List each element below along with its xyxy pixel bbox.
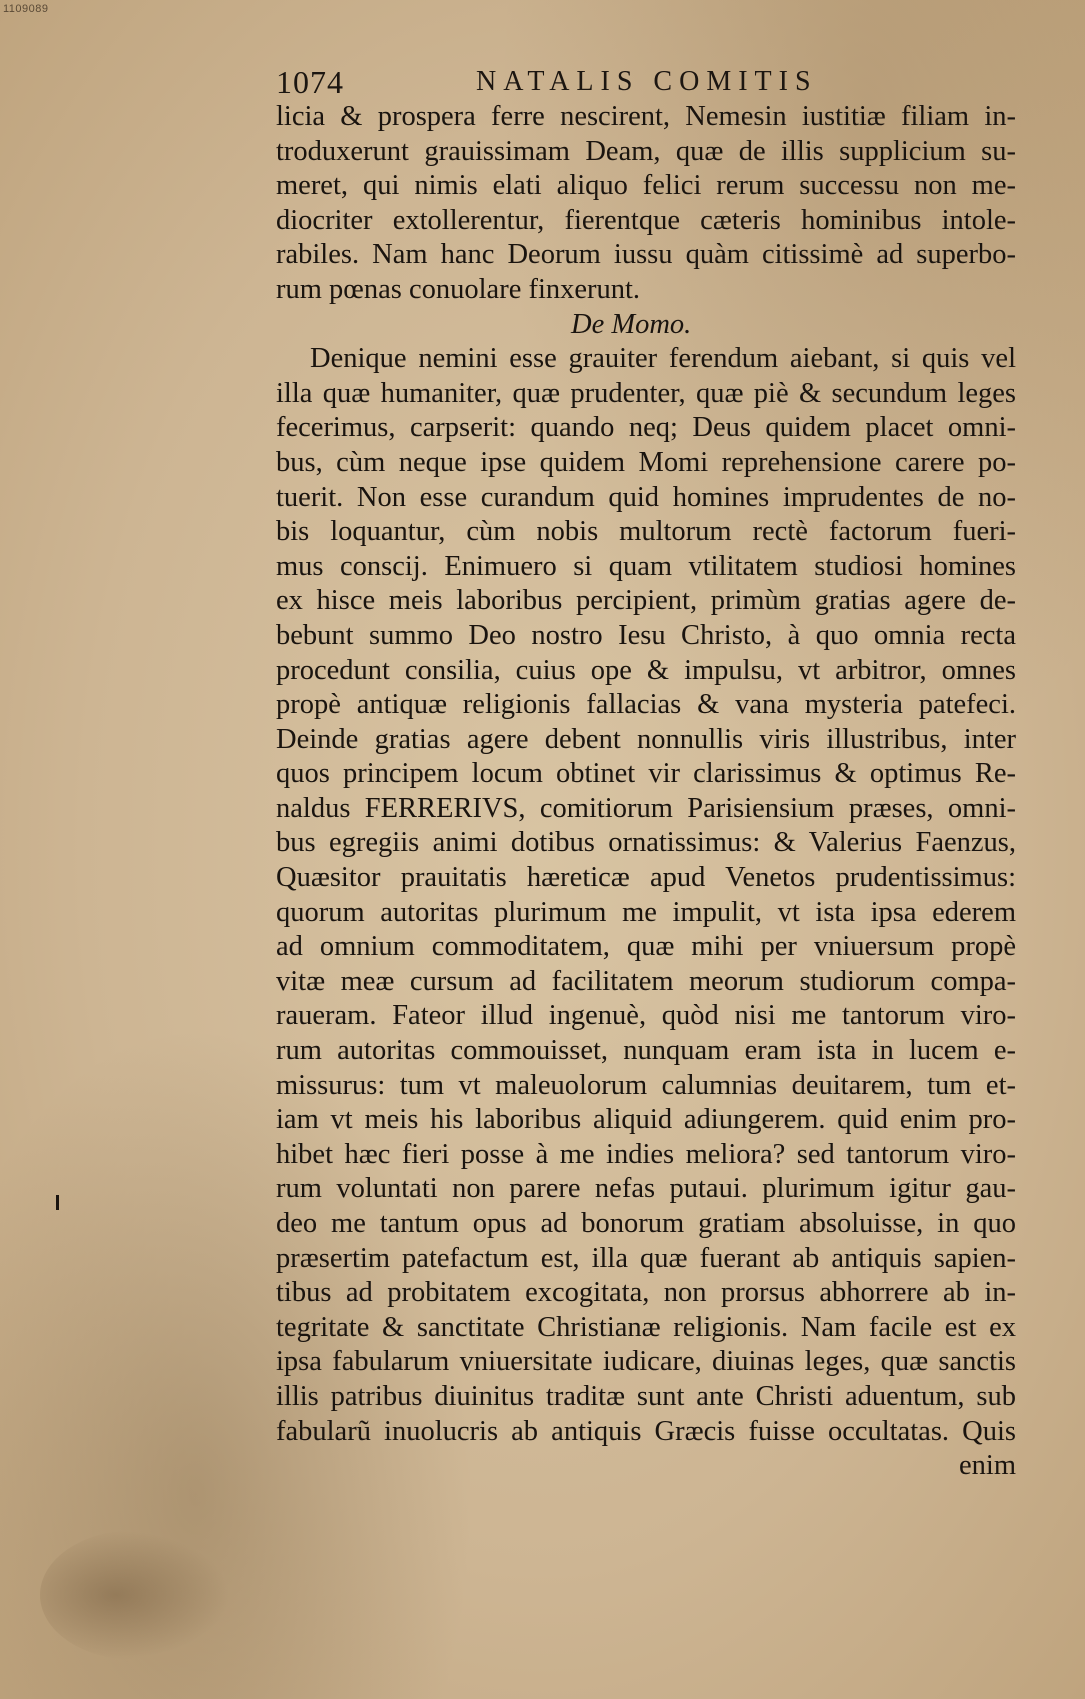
text-line: rum voluntati non parere nefas putaui. plurimum igitur gau-: [276, 1173, 1016, 1205]
text-line: ex hisce meis laboribus percipient, primùm gratias agere de-: [276, 585, 1016, 617]
text-line: bis loquantur, cùm nobis multorum rectè factorum fueri-: [276, 516, 1016, 548]
text-line: meret, qui nimis elati aliquo felici rerum successu non me-: [276, 170, 1016, 202]
text-line: fabularũ inuolucris ab antiquis Græcis fuisse occultatas. Quis: [276, 1415, 1016, 1447]
page-number: 1074: [276, 64, 344, 100]
text-line: bus egregiis animi dotibus ornatissimus: & Valerius Faenzus,: [276, 827, 1016, 859]
text-line: rabiles. Nam hanc Deorum iussu quàm citissimè ad superbo-: [276, 239, 1016, 271]
text-line: præsertim patefactum est, illa quæ fuerant ab antiquis sapien-: [276, 1242, 1016, 1274]
text-line: rum pœnas conuolare finxerunt.: [276, 273, 641, 305]
text-line: missurus: tum vt maleuolorum calumnias deuitarem, tum et-: [276, 1069, 1016, 1101]
text-line: tegritate & sanctitate Christianæ religionis. Nam facile est ex: [276, 1311, 1016, 1343]
text-line: illa quæ humaniter, quæ prudenter, quæ piè & secundum leges: [276, 377, 1016, 409]
margin-mark: [56, 1195, 59, 1210]
text-line: ipsa fabularum vniuersitate iudicare, diuinas leges, quæ sanctis: [276, 1346, 1016, 1378]
text-line: fecerimus, carpserit: quando neq; Deus quidem placet omni-: [276, 412, 1016, 444]
body-text: [276, 100, 1016, 1484]
paper-stain: [40, 1530, 230, 1660]
text-line: procedunt consilia, cuius ope & impulsu, vt arbitror, omnes: [276, 654, 1016, 686]
catchword: enim: [959, 1450, 1016, 1482]
header-title: NATALIS COMITIS: [476, 66, 818, 97]
text-line: mus conscij. Enimuero si quam vtilitatem studiosi homines: [276, 550, 1016, 582]
reference-id: 1109089: [3, 3, 49, 15]
text-line: bebunt summo Deo nostro Iesu Christo, à quo omnia recta: [276, 619, 1016, 651]
text-line: quorum autoritas plurimum me impulit, vt ista ipsa ederem: [276, 896, 1016, 928]
text-line: tibus ad probitatem excogitata, non prorsus abhorrere ab in-: [276, 1277, 1016, 1309]
text-line: Denique nemini esse grauiter ferendum aiebant, si quis vel: [310, 343, 1016, 375]
text-line: vitæ meæ cursum ad facilitatem meorum studiorum compa-: [276, 965, 1016, 997]
section-heading: De Momo.: [571, 308, 692, 340]
text-line: bus, cùm neque ipse quidem Momi reprehensione carere po-: [276, 446, 1016, 478]
text-line: troduxerunt grauissimam Deam, quæ de illis supplicium su-: [276, 135, 1016, 167]
text-line: hibet hæc fieri posse à me indies meliora? sed tantorum viro-: [276, 1138, 1016, 1170]
text-line: quos principem locum obtinet vir clarissimus & optimus Re-: [276, 758, 1016, 790]
text-line: iam vt meis his laboribus aliquid adiungerem. quid enim pro-: [276, 1104, 1016, 1136]
text-line: Deinde gratias agere debent nonnullis viris illustribus, inter: [276, 723, 1016, 755]
text-line: propè antiquæ religionis fallacias & vana mysteria patefeci.: [276, 689, 1016, 721]
text-line: tuerit. Non esse curandum quid homines imprudentes de no-: [276, 481, 1016, 513]
text-line: Quæsitor prauitatis hæreticæ apud Venetos prudentissimus:: [276, 862, 1016, 894]
text-line: raueram. Fateor illud ingenuè, quòd nisi me tantorum viro-: [276, 1000, 1016, 1032]
text-line: naldus FERRERIVS, comitiorum Parisiensium præses, omni-: [276, 792, 1016, 824]
text-line: ad omnium commoditatem, quæ mihi per vniuersum propè: [276, 931, 1016, 963]
text-line: rum autoritas commouisset, nunquam eram ista in lucem e-: [276, 1035, 1016, 1067]
text-line: licia & prospera ferre nescirent, Nemesin iustitiæ filiam in-: [276, 101, 1016, 132]
text-line: illis patribus diuinitus traditæ sunt ante Christi aduentum, sub: [276, 1380, 1016, 1412]
text-line: deo me tantum opus ad bonorum gratiam absoluisse, in quo: [276, 1208, 1016, 1239]
running-head: [276, 64, 896, 104]
text-line: diocriter extollerentur, fierentque cæteris hominibus intole-: [276, 204, 1016, 236]
